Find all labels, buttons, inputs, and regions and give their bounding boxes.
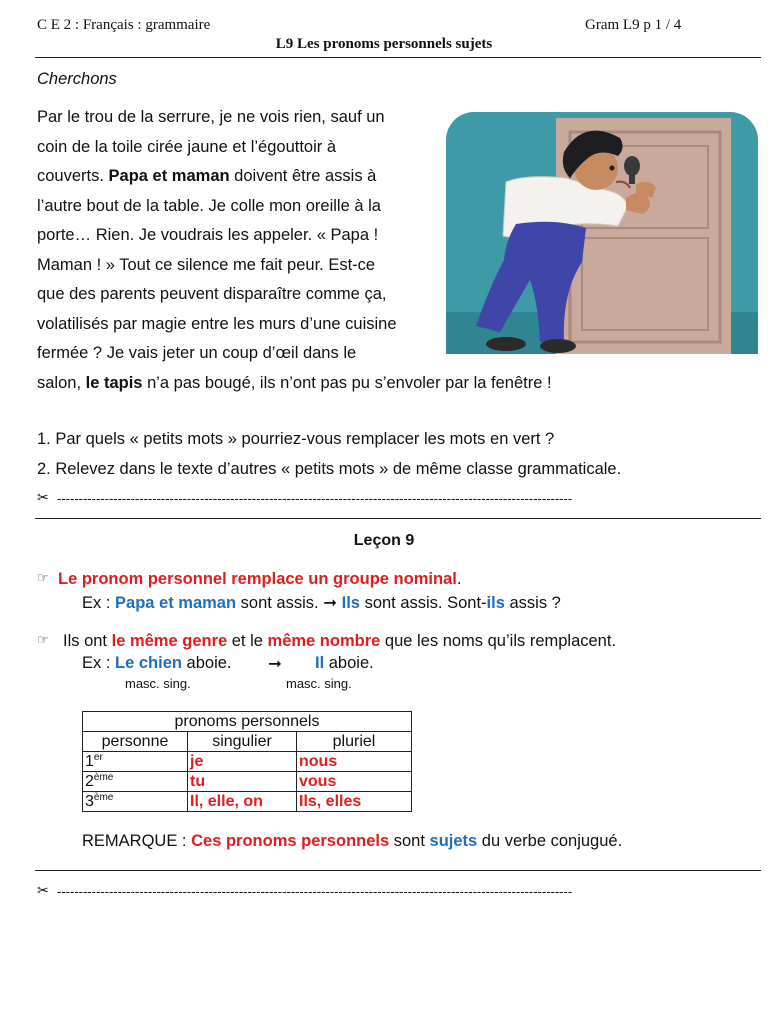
table-cell-singular: Il, elle, on: [188, 792, 297, 812]
table-cell-plural: vous: [297, 772, 412, 792]
table-cell-person: 3ème: [83, 792, 188, 812]
table-cell-singular: tu: [188, 772, 297, 792]
highlight-papa-maman: Papa et maman: [108, 167, 230, 185]
table-row: [83, 712, 412, 732]
table-cell-plural: nous: [297, 752, 412, 772]
table-header: personne: [83, 732, 188, 752]
section-divider: [35, 870, 761, 871]
table-header: pluriel: [297, 732, 412, 752]
gender-note-2: masc. sing.: [286, 676, 352, 691]
table-row: [83, 772, 412, 792]
scissors-icon: ✂: [37, 882, 49, 898]
story-line: que des parents peuvent disparaître comme ça,: [37, 285, 387, 303]
section-divider: [35, 518, 761, 519]
remark: REMARQUE : Ces pronoms personnels sont sujets du verbe conjugué.: [82, 832, 623, 850]
story-line: l’autre bout de la table. Je colle mon oreille à la: [37, 196, 381, 215]
arrow-icon: ➞: [323, 594, 338, 612]
highlight-le-tapis: le tapis: [85, 373, 143, 392]
header-divider: [35, 57, 761, 58]
page-title: L9 Les pronoms personnels sujets: [275, 36, 493, 52]
pointing-hand-icon: ☞: [37, 632, 49, 647]
story-line: coin de la toile cirée jaune et l’égouttoir à: [37, 137, 337, 156]
lesson-title: Leçon 9: [353, 532, 415, 549]
gender-note-1: masc. sing.: [125, 676, 191, 691]
story-text: [37, 103, 552, 398]
story-line: porte… Rien. Je voudrais les appeler. « Papa !: [37, 226, 379, 244]
example-2: Ex : Le chien aboie.: [82, 654, 232, 672]
story-line: salon, le tapis n’a pas bougé, ils n’ont pas pu s’envoler par la fenêtre !: [37, 373, 552, 392]
arrow-icon: ➞: [268, 655, 282, 673]
cut-dashes: -----------------------------------------------------------------------------------------------------------------------: [57, 491, 573, 506]
story-line: fermée ? Je vais jeter un coup d’œil dans le: [37, 344, 357, 362]
table-row: [83, 792, 412, 812]
rule-2: Ils ont le même genre et le même nombre que les noms qu’ils remplacent.: [63, 632, 617, 650]
example-1: Ex : Papa et maman sont assis. ➞ Ils sont assis. Sont-ils assis ?: [82, 594, 561, 612]
cherchons-heading: Cherchons: [37, 70, 117, 88]
table-title: pronoms personnels: [83, 712, 412, 732]
question-2: 2. Relevez dans le texte d’autres « petits mots » de même classe grammaticale.: [37, 460, 622, 478]
story-line: Par le trou de la serrure, je ne vois rien, sauf un: [37, 108, 385, 126]
pronoun-table: [82, 711, 412, 812]
question-1: 1. Par quels « petits mots » pourriez-vous remplacer les mots en vert ?: [37, 430, 555, 448]
header-left: C E 2 : Français : grammaire: [37, 17, 211, 33]
table-cell-plural: Ils, elles: [297, 792, 412, 812]
table-cell-person: 2ème: [83, 772, 188, 792]
rule-1: Le pronom personnel remplace un groupe nominal.: [58, 570, 462, 588]
table-cell-singular: je: [188, 752, 297, 772]
story-line: couverts. Papa et maman doivent être assis à: [37, 167, 377, 185]
cut-dashes: -----------------------------------------------------------------------------------------------------------------------: [57, 884, 573, 899]
table-row: [83, 752, 412, 772]
header-right: Gram L9 p 1 / 4: [585, 17, 682, 33]
example-2-result: Il aboie.: [315, 654, 374, 672]
scissors-icon: ✂: [37, 489, 49, 505]
table-row: [83, 732, 412, 752]
table-cell-person: 1er: [83, 752, 188, 772]
pointing-hand-icon: ☞: [37, 570, 49, 585]
story-line: volatilisés par magie entre les murs d’une cuisine: [37, 314, 397, 333]
table-header: singulier: [188, 732, 297, 752]
story-line: Maman ! » Tout ce silence me fait peur. Est-ce: [37, 255, 376, 274]
boy-keyhole-illustration: [446, 112, 758, 354]
